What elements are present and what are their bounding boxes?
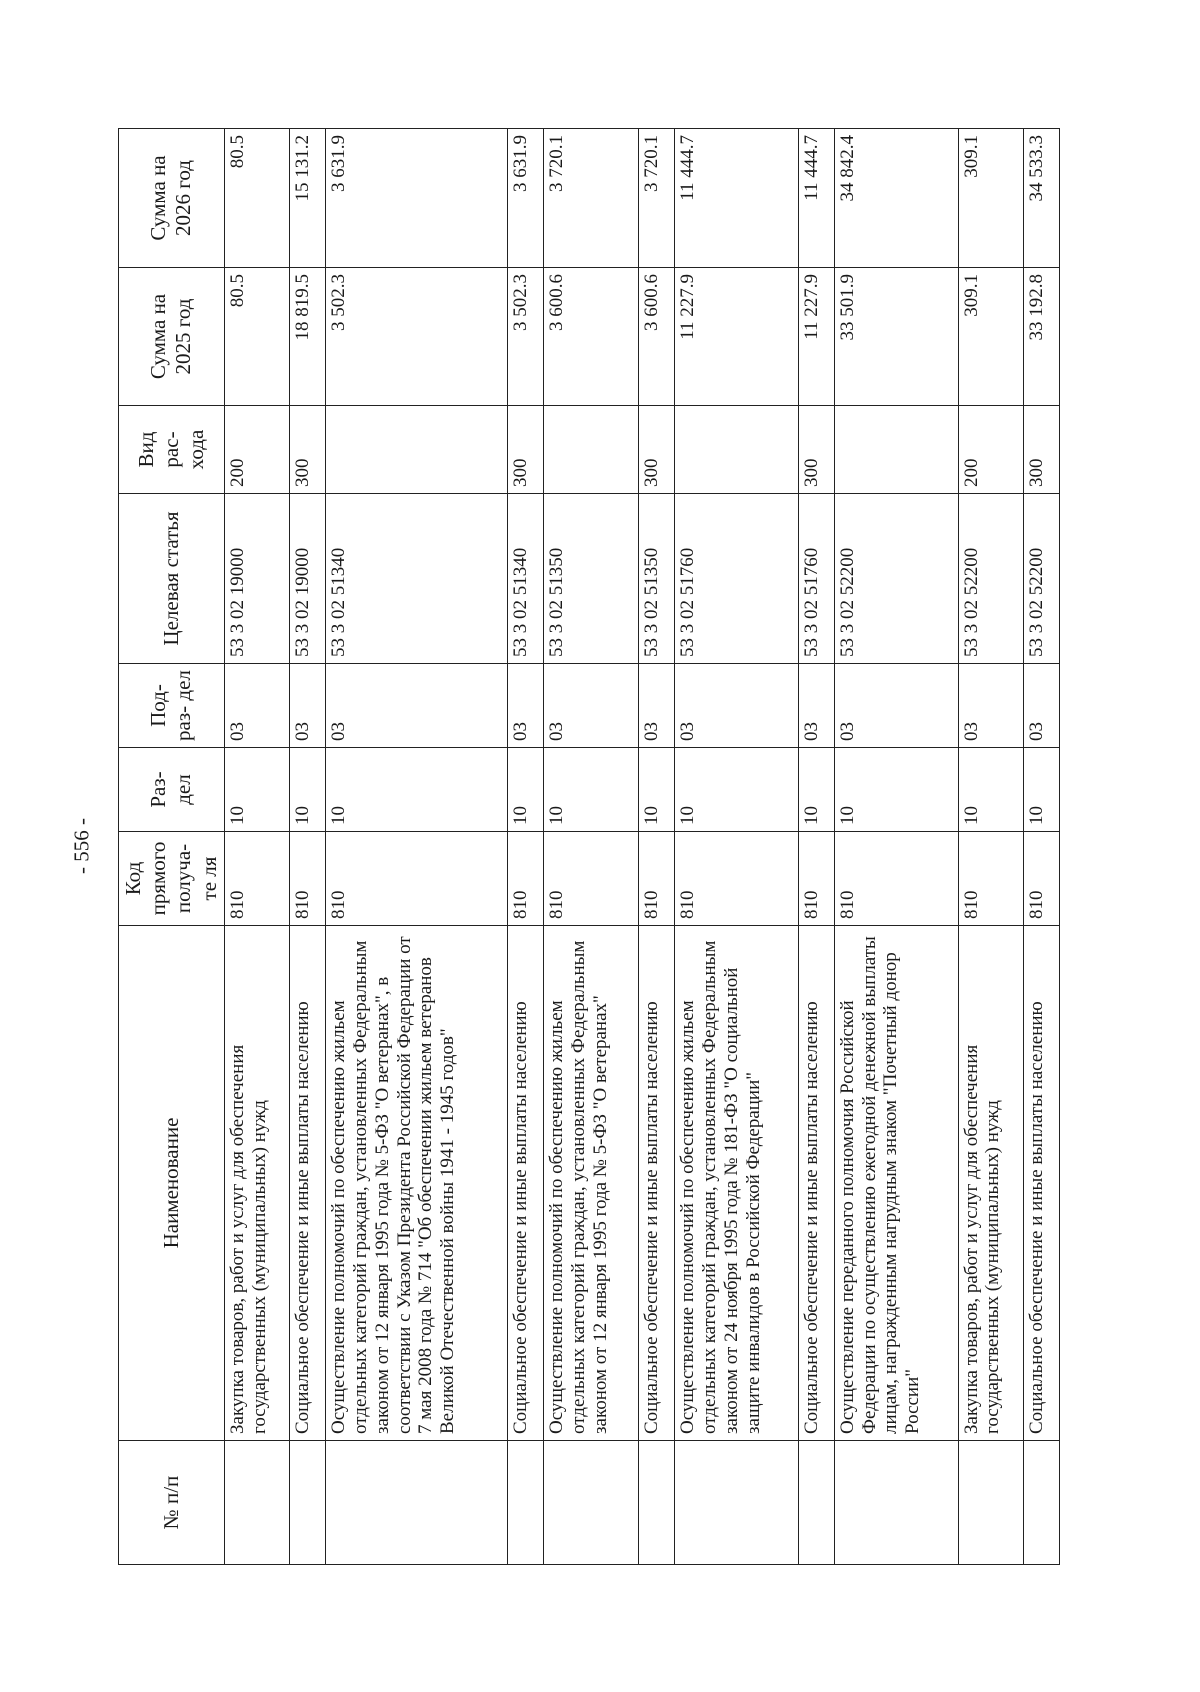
- cell-num: [674, 1441, 798, 1565]
- cell-podrazdel: 03: [326, 664, 508, 748]
- cell-podrazdel: 03: [290, 664, 326, 748]
- cell-vid: 200: [224, 406, 289, 494]
- cell-code: 810: [798, 832, 834, 926]
- cell-sum-2026: 34 842.4: [834, 129, 958, 268]
- cell-vid: 200: [958, 406, 1023, 494]
- table-header-row: [119, 129, 225, 1565]
- cell-podrazdel: 03: [544, 664, 639, 748]
- cell-target: 53 3 02 51760: [798, 494, 834, 664]
- cell-podrazdel: 03: [1023, 664, 1059, 748]
- cell-razdel: 10: [544, 748, 639, 832]
- table-row: [290, 129, 326, 1565]
- cell-num: [224, 1441, 289, 1565]
- cell-podrazdel: 03: [674, 664, 798, 748]
- cell-podrazdel: 03: [958, 664, 1023, 748]
- cell-name: Закупка товаров, работ и услуг для обеспечения государственных (муниципальных) нужд: [224, 926, 289, 1441]
- cell-razdel: 10: [290, 748, 326, 832]
- cell-code: 810: [290, 832, 326, 926]
- cell-num: [544, 1441, 639, 1565]
- cell-target: 53 3 02 51350: [638, 494, 674, 664]
- cell-num: [958, 1441, 1023, 1565]
- cell-vid: [834, 406, 958, 494]
- cell-code: 810: [674, 832, 798, 926]
- cell-razdel: 10: [958, 748, 1023, 832]
- cell-sum-2026: 15 131.2: [290, 129, 326, 268]
- cell-code: 810: [544, 832, 639, 926]
- cell-vid: 300: [798, 406, 834, 494]
- header-num: № п/п: [119, 1441, 225, 1565]
- table-row: [834, 129, 958, 1565]
- table-row: [958, 129, 1023, 1565]
- cell-razdel: 10: [1023, 748, 1059, 832]
- cell-name: Осуществление переданного полномочия Российской Федерации по осуществлению ежегодной денежной выплаты лицам, награжденным нагрудным знаком "Почетный донор России": [834, 926, 958, 1441]
- cell-name: Осуществление полномочий по обеспечению жильем отдельных категорий граждан, установленных Федеральным законом от 24 ноября 1995 года № 181-ФЗ "О социальной защите инвалидов в Российской Федерации": [674, 926, 798, 1441]
- cell-code: 810: [224, 832, 289, 926]
- cell-name: Социальное обеспечение и иные выплаты населению: [638, 926, 674, 1441]
- table-row: [798, 129, 834, 1565]
- cell-code: 810: [958, 832, 1023, 926]
- cell-sum-2025: 3 502.3: [326, 268, 508, 406]
- cell-code: 810: [638, 832, 674, 926]
- cell-sum-2025: 3 600.6: [638, 268, 674, 406]
- cell-target: 53 3 02 52200: [834, 494, 958, 664]
- cell-vid: 300: [1023, 406, 1059, 494]
- cell-razdel: 10: [674, 748, 798, 832]
- cell-num: [638, 1441, 674, 1565]
- cell-razdel: 10: [508, 748, 544, 832]
- cell-sum-2026: 3 720.1: [638, 129, 674, 268]
- cell-vid: [674, 406, 798, 494]
- header-vid: Вид рас- хода: [119, 406, 225, 494]
- header-code: Код прямого получа-те ля: [119, 832, 225, 926]
- cell-vid: 300: [638, 406, 674, 494]
- cell-razdel: 10: [638, 748, 674, 832]
- header-sum-2025: Сумма на 2025 год: [119, 268, 225, 406]
- cell-code: 810: [1023, 832, 1059, 926]
- cell-name: Социальное обеспечение и иные выплаты населению: [508, 926, 544, 1441]
- budget-table: [118, 128, 1060, 1565]
- cell-num: [1023, 1441, 1059, 1565]
- cell-target: 53 3 02 19000: [224, 494, 289, 664]
- page-number: - 556 -: [69, 818, 94, 874]
- cell-sum-2026: 34 533.3: [1023, 129, 1059, 268]
- cell-sum-2025: 309.1: [958, 268, 1023, 406]
- cell-name: Социальное обеспечение и иные выплаты населению: [798, 926, 834, 1441]
- cell-vid: [544, 406, 639, 494]
- cell-vid: [326, 406, 508, 494]
- cell-sum-2025: 11 227.9: [798, 268, 834, 406]
- cell-razdel: 10: [798, 748, 834, 832]
- cell-sum-2026: 11 444.7: [798, 129, 834, 268]
- cell-sum-2025: 3 502.3: [508, 268, 544, 406]
- cell-razdel: 10: [326, 748, 508, 832]
- cell-name: Осуществление полномочий по обеспечению жильем отдельных категорий граждан, установленных Федеральным законом от 12 января 1995 года № 5-ФЗ "О ветеранах": [544, 926, 639, 1441]
- cell-sum-2026: 3 631.9: [326, 129, 508, 268]
- header-podrazdel: Под- раз- дел: [119, 664, 225, 748]
- cell-sum-2025: 33 192.8: [1023, 268, 1059, 406]
- table-row: [638, 129, 674, 1565]
- cell-name: Закупка товаров, работ и услуг для обеспечения государственных (муниципальных) нужд: [958, 926, 1023, 1441]
- cell-code: 810: [326, 832, 508, 926]
- cell-target: 53 3 02 51340: [326, 494, 508, 664]
- cell-sum-2026: 309.1: [958, 129, 1023, 268]
- cell-target: 53 3 02 19000: [290, 494, 326, 664]
- header-sum-2026: Сумма на 2026 год: [119, 129, 225, 268]
- cell-sum-2025: 11 227.9: [674, 268, 798, 406]
- cell-sum-2026: 3 720.1: [544, 129, 639, 268]
- cell-podrazdel: 03: [638, 664, 674, 748]
- cell-target: 53 3 02 51340: [508, 494, 544, 664]
- cell-podrazdel: 03: [834, 664, 958, 748]
- cell-sum-2025: 80.5: [224, 268, 289, 406]
- cell-target: 53 3 02 52200: [1023, 494, 1059, 664]
- cell-podrazdel: 03: [508, 664, 544, 748]
- cell-vid: 300: [290, 406, 326, 494]
- cell-num: [326, 1441, 508, 1565]
- cell-sum-2026: 80.5: [224, 129, 289, 268]
- cell-sum-2026: 11 444.7: [674, 129, 798, 268]
- cell-num: [798, 1441, 834, 1565]
- cell-sum-2025: 3 600.6: [544, 268, 639, 406]
- cell-num: [834, 1441, 958, 1565]
- cell-num: [290, 1441, 326, 1565]
- table-row: [224, 129, 289, 1565]
- cell-target: 53 3 02 52200: [958, 494, 1023, 664]
- cell-podrazdel: 03: [798, 664, 834, 748]
- cell-code: 810: [834, 832, 958, 926]
- header-name: Наименование: [119, 926, 225, 1441]
- cell-sum-2025: 18 819.5: [290, 268, 326, 406]
- cell-sum-2026: 3 631.9: [508, 129, 544, 268]
- cell-razdel: 10: [834, 748, 958, 832]
- cell-num: [508, 1441, 544, 1565]
- cell-name: Осуществление полномочий по обеспечению жильем отдельных категорий граждан, установленных Федеральным законом от 12 января 1995 года № 5-ФЗ "О ветеранах", в соответствии с Указом Президента Российской Федерации от 7 мая 2008 года № 714 "Об обеспечении жильем ветеранов Великой Отечественной войны 1941 - 1945 годов": [326, 926, 508, 1441]
- table-row: [326, 129, 508, 1565]
- table-row: [674, 129, 798, 1565]
- table-row: [508, 129, 544, 1565]
- header-razdel: Раз- дел: [119, 748, 225, 832]
- cell-code: 810: [508, 832, 544, 926]
- cell-razdel: 10: [224, 748, 289, 832]
- cell-target: 53 3 02 51760: [674, 494, 798, 664]
- cell-sum-2025: 33 501.9: [834, 268, 958, 406]
- cell-podrazdel: 03: [224, 664, 289, 748]
- cell-vid: 300: [508, 406, 544, 494]
- cell-name: Социальное обеспечение и иные выплаты населению: [290, 926, 326, 1441]
- rotated-table-container: [118, 129, 1060, 1565]
- table-body: [224, 129, 1059, 1565]
- cell-name: Социальное обеспечение и иные выплаты населению: [1023, 926, 1059, 1441]
- table-row: [1023, 129, 1059, 1565]
- table-row: [544, 129, 639, 1565]
- cell-target: 53 3 02 51350: [544, 494, 639, 664]
- header-target: Целевая статья: [119, 494, 225, 664]
